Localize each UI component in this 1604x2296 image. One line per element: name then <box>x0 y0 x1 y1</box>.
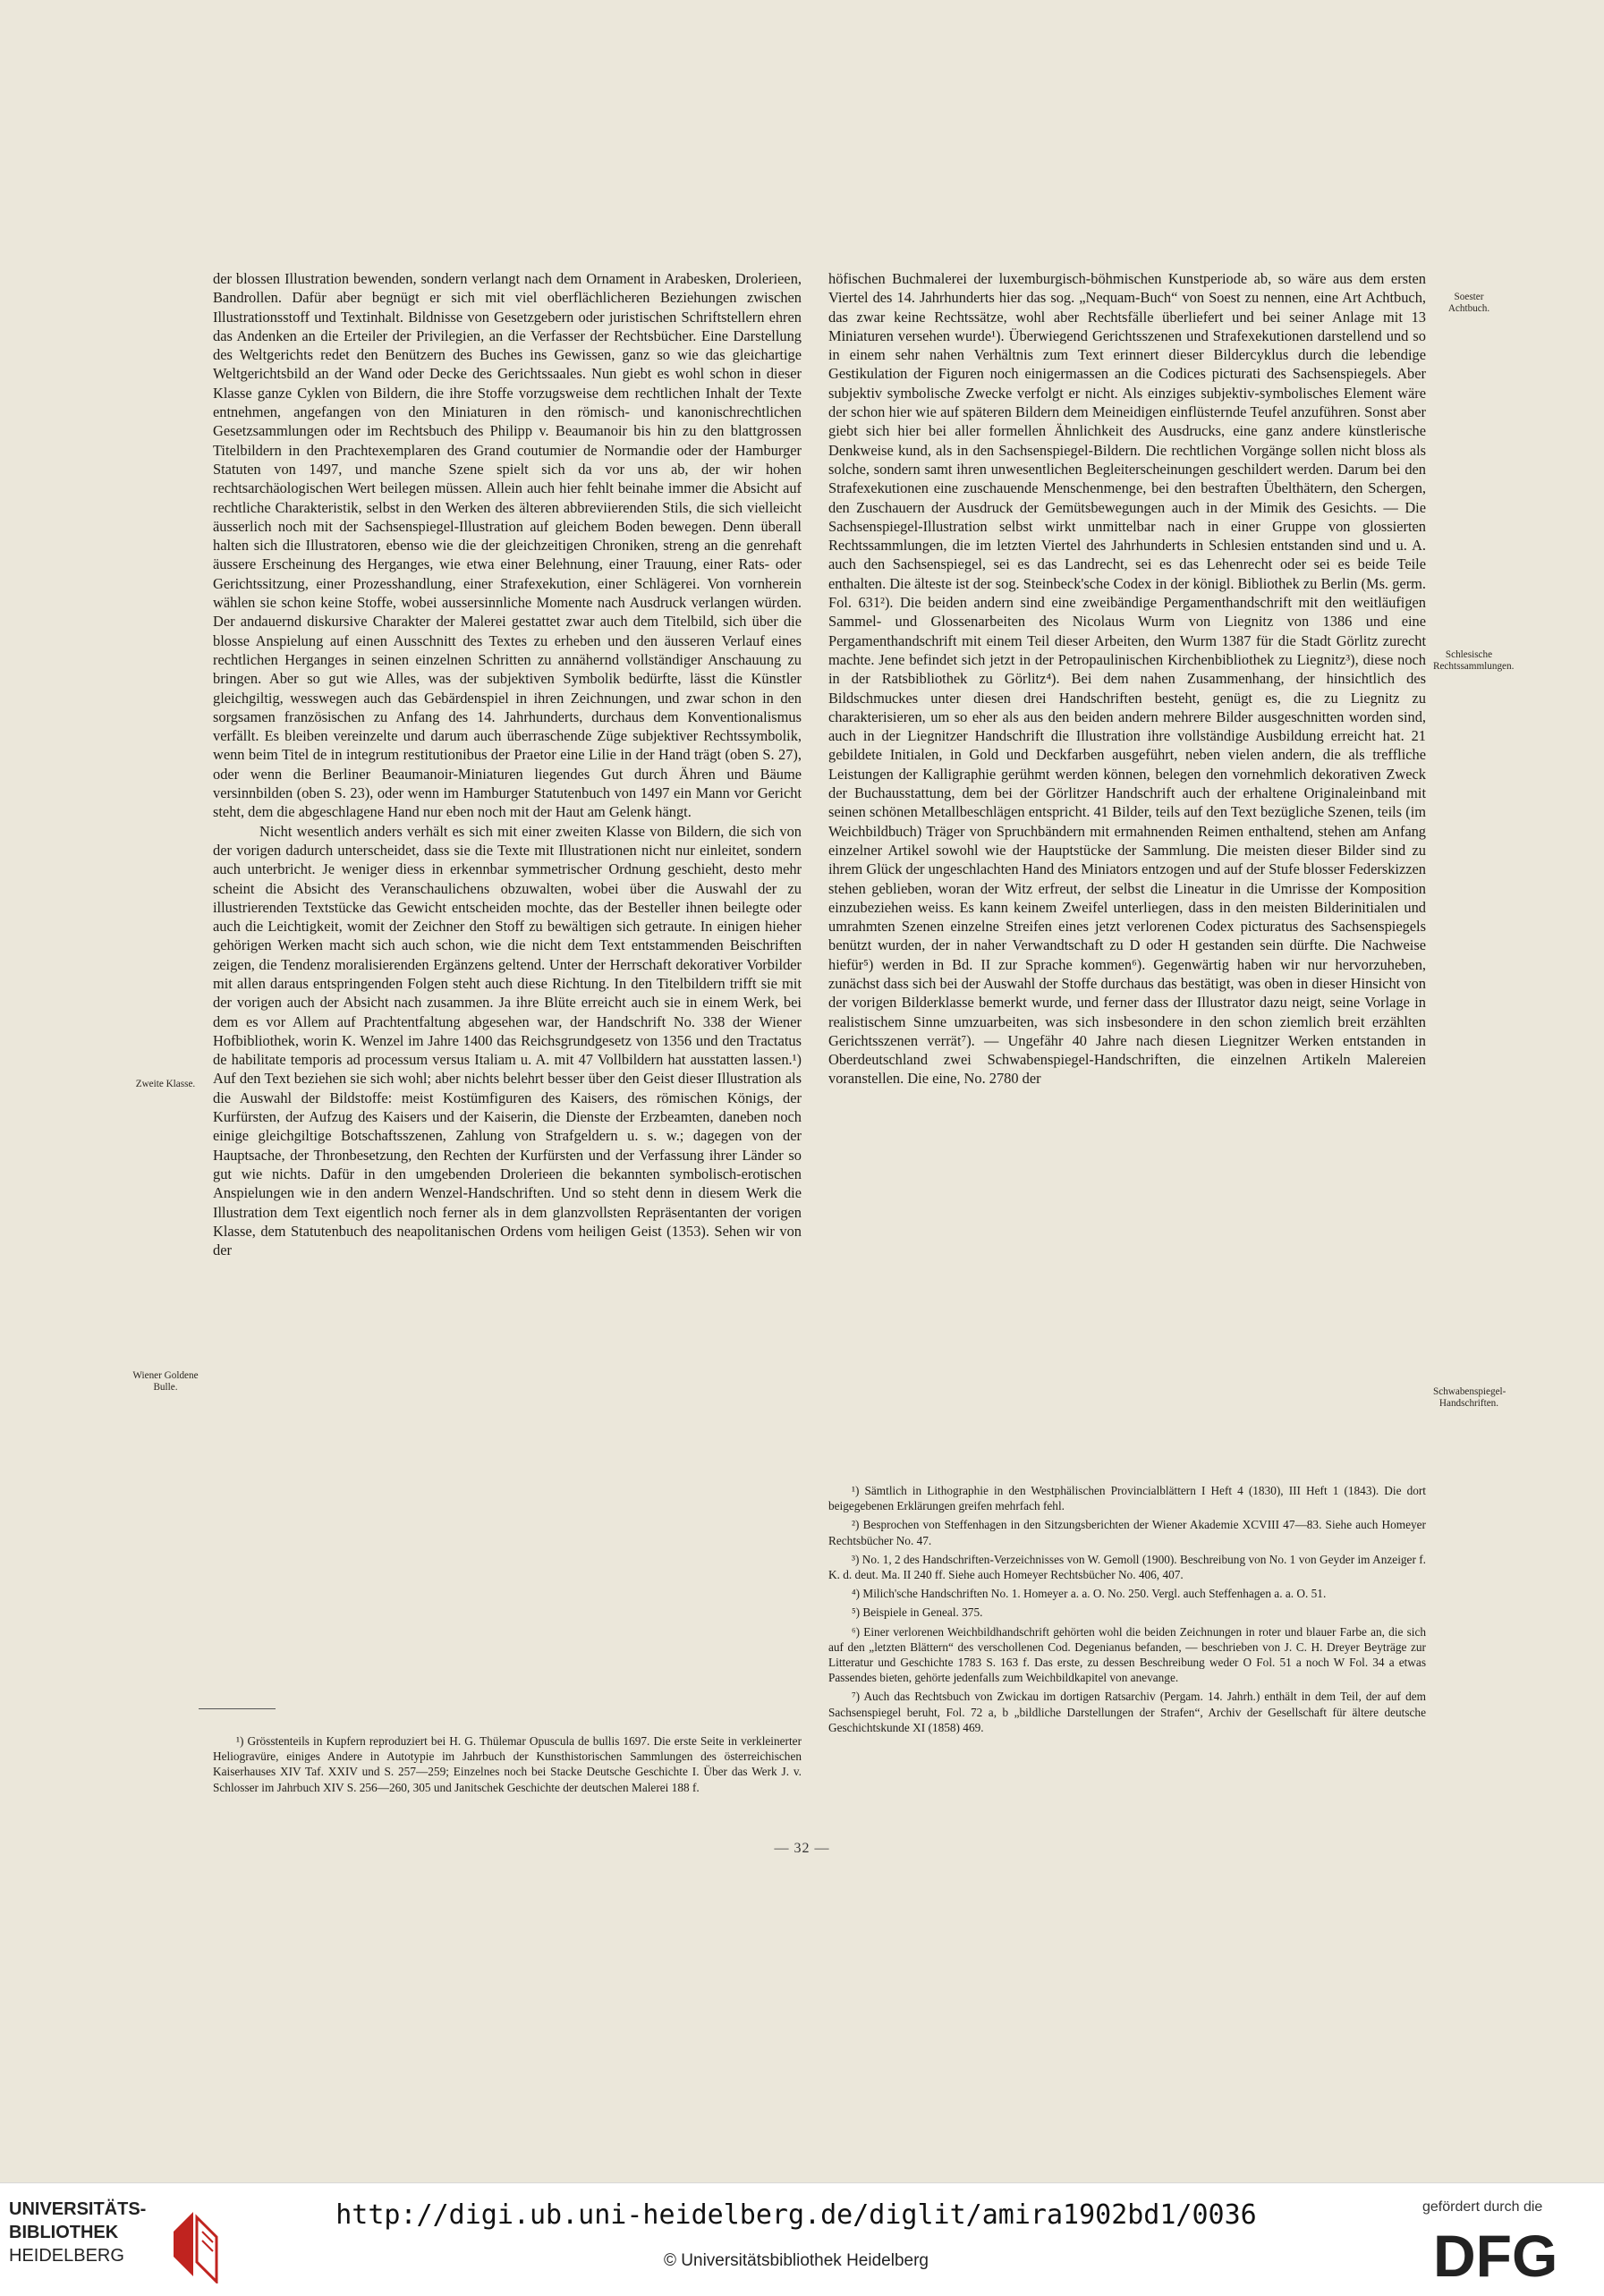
copyright-notice: © Universitätsbibliothek Heidelberg <box>664 2251 929 2270</box>
footnote: ¹) Sämtlich in Lithographie in den Westphälischen Provincialblättern I Heft 4 (1830), III Heft 1 (1843). Die dort beigegebenen Erklärungen greifen mehrfach fehl. <box>828 1484 1426 1513</box>
left-text-column <box>213 269 802 1259</box>
library-name-line3: HEIDELBERG <box>9 2246 124 2266</box>
margin-note-soester-achtbuch: Soester Achtbuch. <box>1447 292 1490 314</box>
footnote: ²) Besprochen von Steffenhagen in den Sitzungsberichten der Wiener Akademie XCVIII 47—83. Siehe auch Homeyer Rechtsbücher No. 47. <box>828 1518 1426 1547</box>
footnote: ⁴) Milich'sche Handschriften No. 1. Homeyer a. a. O. No. 250. Vergl. auch Steffenhagen a. a. O. 51. <box>852 1587 1327 1601</box>
paragraph: höfischen Buchmalerei der luxemburgisch-böhmischen Kunstperiode ab, so wäre aus dem ersten Viertel des 14. Jahrhunderts hier das sog. „Nequam-Buch“ von Soest zu nennen, eine Art Achtbuch, das zwar keine Rechtssätze, wohl aber Rechtsfälle überliefert und bei seiner Anlage mit 13 Miniaturen versehen wurde¹). Überwiegend Gerichtsszenen und Strafexekutionen darstellend und so in einem sehr nahen Verhältnis zum Text erinnert dieser Bildercyklus durch die lebendige Gestikulation der Figuren noch einigermassen an die Codices picturati des Sachsenspiegels. Aber subjektiv symbolische Zwecke verfolgt er nicht. Als einziges subjektiv-symbolisches Element wäre der schon hier wie auf späteren Bildern dem Meineidigen einflüsternde Teufel anzuführen. Sonst aber giebt sich hier bei aller formellen Ähnlichkeit des Ausdrucks, eine ganz andere künstlerische Denkweise kund, als in den Sachsenspiegel-Bildern. Die rechtlichen Vorgänge sollen nicht bloss als solche, sondern samt ihren unwesentlichen Begleiterscheinungen geschildert werden. Darum bei den Strafexekutionen eine zuschauende Menschenmenge, bei den bestraften Übelthätern, den Schergen, den Zuschauern der Ausdruck der Gemütsbewegungen auch in der Mimik des Gesichts. — Die Sachsenspiegel-Illustration selbst wirkt unmittelbar nach in einer Gruppe von glossierten Rechtssammlungen, die im letzten Viertel des Jahrhunderts in Schlesien entstanden sind und u. A. auch den Sachsenspiegel, sei es das Landrecht, sei es das Lehenrecht oder sei es beide Teile enthalten. Die älteste ist der sog. Steinbeck'sche Codex in der königl. Bibliothek zu Berlin (Ms. germ. Fol. 631²). Die beiden andern sind eine zweibändige Pergamenthandschrift mit den weitläufigen Sammel- und Glossenarbeiten des Nicolaus Wurm von Liegnitz von 1386 und eine Pergamenthandschrift mit einem Teil dieser Arbeiten, den Wurm 1387 für die Stadt Görlitz zurecht machte. Jene befindet sich jetzt in der Petropaulinischen Kirchenbibliothek zu Liegnitz³), diese noch in der Ratsbibliothek zu Görlitz⁴). Bei dem nahen Zusammenhang, der hinsichtlich des Bildschmuckes unter diesen drei Handschriften besteht, genügt es, die zu Liegnitz zu charakterisieren, um so eher als aus den beiden andern mehrere Bilder ausgeschnitten worden sind, auch in der Liegnitzer Handschrift die Illustration ihre vollständige Ausbildung erreicht hat. 21 gebildete Initialen, in Gold und Deckfarben ausgeführt, neben vielen andern, die als treffliche Leistungen der Kalligraphie gerühmt werden können, belegen den vornehmlich dekorativen Zweck der Buchausstattung, dem bei der Görlitzer Handschrift auch der erhaltene Originaleinband mit seinen schönen Metallbeschlägen entspricht. 41 Bilder, teils auf den Text bezügliche Szenen, teils (im Weichbildbuch) Träger von Spruchbändern mit ermahnenden Reimen enthaltend, stehen am Anfang einzelner Artikel sowohl wie der Hauptstücke der Sammlung. Die meisten dieser Bilder sind zu ihrem Glück der ungeschlachten Hand des Miniators entzogen und auf der Stufe blosser Federskizzen stehen geblieben, woran der Witz erfreut, der selbst die Lineatur in die Umrisse der Komposition einzubeziehen weiss. Es kann keinem Zweifel unterliegen, dass in den meisten Bilderinitialen und umrahmten Szenen einzelne Streifen eines jetzt verlorenen Codex picturatus des Sachsenspiegels benützt wurden, der in naher Verwandtschaft zu D oder H gestanden sein dürfte. Die Nachweise hiefür⁵) werden in Bd. II zur Sprache kommen⁶). Gegenwärtig haben wir nur hervorzuheben, zunächst dass sich bei der Auswahl der Stoffe durchaus das bestätigt, was oben in dieser Hinsicht von der vorigen Bilderklasse bemerkt wurde, und ferner dass der Illustrator dazu neigt, seine Vorlage in realistischem Sinne umzuarbeiten, was sich insbesondere in den schon ziemlich breit erzählten Gerichtsszenen verrät⁷). — Ungefähr 40 Jahre nach diesen Liegnitzer Werken entstanden in Oberdeutschland zwei Schwabenspiegel-Handschriften, die einzelnen Artikeln Malereien voranstellen. Die eine, No. 2780 der <box>828 270 1426 1088</box>
funded-by-label: gefördert durch die <box>1422 2199 1543 2215</box>
footnote: ¹) Grösstenteils in Kupfern reproduziert bei H. G. Thülemar Opuscula de bullis 1697. Die erste Seite in verkleinerter Heliogravüre, einiges Andere in Autotypie im Jahrbuch der Kunsthistorischen Sammlungen des österreichischen Kaiserhauses XIV Taf. XXIV und S. 257—259; Einzelnes noch bei Stacke Deutsche Geschichte I. Über das Werk J. v. Schlosser im Jahrbuch XIV S. 256—260, 305 und Janitschek Geschichte der deutschen Malerei 188 f. <box>213 1734 802 1794</box>
library-name-line1: UNIVERSITÄTS- <box>9 2199 147 2219</box>
margin-note-zweite-klasse: Zweite Klasse. <box>135 1079 196 1089</box>
paragraph: Nicht wesentlich anders verhält es sich mit einer zweiten Klasse von Bildern, die sich von der vorigen dadurch unterscheidet, dass sie die Texte mit Illustrationen nicht nur einleitet, sondern auch unterbricht. Je weniger diess in erkennbar symmetrischer Ordnung geschieht, desto mehr scheint die Absicht des Veranschaulichens obzuwalten, wobei über die Auswahl der zu illustrierenden Textstücke das Gewicht entscheiden mochte, das der Besteller ihnen beilegte oder auch die Leichtigkeit, womit der Zeichner den Stoff zu bewältigen sich getraute. In einigen hieher gehörigen Werken macht sich auch schon, wie die nicht dem Text entstammenden Beischriften zeigen, die Tendenz moralisierenden Ergänzens geltend. Unter der Herrschaft dekorativer Vorbilder mit allen daraus entspringenden Folgen steht auch diese Richtung. In den Titelbildern trifft sie mit der vorigen auch der Absicht nach zusammen. Ja ihre Blüte erreicht auch sie in einem Werk, bei dem es vor Allem auf Prachtentfaltung abgesehen war, der Handschrift No. 338 der Wiener Hofbibliothek, worin K. Wenzel im Jahre 1400 das Reichsgrundgesetz von 1356 und den Tractatus de habilitate temporis ad processum versus Italiam u. A. mit 47 Vollbildern hat ausstatten lassen.¹) Auf den Text beziehen sie sich wohl; aber nichts belehrt besser über den Geist dieser Illustration als die Auswahl der Bildstoffe: meist Kostümfiguren des Kaisers, des römischen Königs, der Kurfürsten, der Aufzug des Kaisers und der Kaiserin, die Dienste der Erzbeamten, daneben noch einige gleichgiltige Botschaftsszenen, Zahlung von Strafgeldern u. s. w.; dagegen von der Hauptsache, der Thronbesetzung, den Rechten der Kurfürsten und der Verfassung ihrer Länder so gut wie nichts. Dafür in den umgebenden Drolerieen die bekannten symbolisch-erotischen Anspielungen wie in den andern Wenzel-Handschriften. Und so steht denn in diesem Werk die Illustration dem Text eigentlich noch ferner als in dem glanzvollsten Repräsentanten der vorigen Klasse, dem Statutenbuch des neapolitanischen Ordens vom heiligen Geist (1353). Sehen wir von der <box>213 822 802 1259</box>
footnote: ⁵) Beispiele in Geneal. 375. <box>852 1606 983 1620</box>
document-url-link[interactable]: http://digi.ub.uni-heidelberg.de/diglit/amira1902bd1/0036 <box>335 2199 1257 2231</box>
footnote: ³) No. 1, 2 des Handschriften-Verzeichnisses von W. Gemoll (1900). Beschreibung von No. 1 von Geyder im Anzeiger f. K. d. deut. Ma. II 240 ff. Siehe auch Homeyer Rechtsbücher No. 406, 407. <box>828 1552 1426 1582</box>
library-emblem-icon <box>166 2205 234 2283</box>
dfg-logo-text: DFG <box>1433 2223 1558 2285</box>
page-number: — 32 — <box>774 1841 830 1856</box>
footnotes-left <box>213 1733 802 1799</box>
library-name-line2: BIBLIOTHEK <box>9 2223 119 2242</box>
footnote: ⁷) Auch das Rechtsbuch von Zwickau im dortigen Ratsarchiv (Pergam. 14. Jahrh.) enthält in dem Teil, der auf dem Sachsenspiegel beruht, Fol. 72 a, b „bildliche Darstellungen der Strafen“, Archiv der Gesellschaft für ältere deutsche Geschichtskunde XI (1858) 469. <box>828 1690 1426 1734</box>
right-text-column <box>828 269 1426 1089</box>
library-logo[interactable] <box>9 2196 233 2285</box>
margin-note-schwabenspiegel: Schwabenspiegel-Handschriften. <box>1433 1386 1506 1409</box>
footnote-rule <box>199 1708 276 1709</box>
paragraph: der blossen Illustration bewenden, sondern verlangt nach dem Ornament in Arabesken, Drolerieen, Bandrollen. Dafür aber begnügt er sich mit viel oberflächlicheren Beziehungen zwischen Illustrationsstoff und Textinhalt. Bildnisse von Gesetzgebern oder juristischen Schriftstellern ehren das Andenken an die Erteiler der Privilegien, an die Verfasser der Rechtsbücher. Eine Darstellung des Weltgerichts redet den Benützern des Buches ins Gewissen, ganz so wie das gleichartige Weltgerichtsbild an der Wand oder Decke des Gerichtssaales. Nun giebt es wohl schon in dieser Klasse ganze Cyklen von Bildern, die ihre Stoffe vorzugsweise dem rechtlichen Inhalt der Texte entnehmen, angefangen von den Miniaturen in den römisch- und kanonischrechtlichen Gesetzsammlungen oder im Rechtsbuch des Philipp v. Beaumanoir bis hin zu den blattgrossen Titelbildern in den Prachtexemplaren des Grand coutumier de Normandie oder der Hamburger Statuten von 1497, und manche Szene spielt sich da vor uns ab, der wir hohen rechtsarchäologischen Wert beilegen müssen. Allein auch hier fehlt beinahe immer die Absicht auf rechtliche Charakteristik, selbst in den Werken des älteren abbreviierenden Stils, die sich vielleicht äusserlich noch mit der Sachsenspiegel-Illustration auf gleichem Boden bewegen. Denn überall halten sich die Illustratoren, ebenso wie die der gleichzeitigen Chroniken, streng an die genrehaft äussere Erscheinung des Herganges, wie etwa einer Belehnung, einer Trauung, einer Rats- oder Gerichtssitzung, einer Prozesshandlung, einer Strafexekution, einer Schlägerei. Von vornherein wählen sie schon keine Stoffe, wobei aussersinnliche Momente nach Ausdruck verlangen würden. Der andauernd diskursive Charakter der Malerei gestattet zwar auch dem Titelbild, sich über die blosse Anspielung auf einen Ausschnitt des Textes zu erheben und den äusseren Verlauf eines rechtlichen Herganges in seinen einzelnen Schritten zu annähernd vollständiger Anschauung zu bringen. Aber so gut wie Alles, was der subjektiven Symbolik bedürfte, lässt die Künstler gleichgiltig, wesswegen auch das Gebärdenspiel in ihren Zeichnungen, und zwar schon in den sorgsamen französischen zu Anfang des 14. Jahrhunderts, durchaus dem Konventionalismus verfällt. Es bleiben vereinzelte und darum auch überraschende Züge subjektiver Rechtssymbolik, wenn beim Titel de in integrum restitutionibus der Praetor eine Lilie in der Hand trägt (oben S. 27), oder wenn die Berliner Beaumanoir-Miniaturen liegendes Gut durch Ähren und Bäume versinnbilden (oben S. 23), oder wenn im Hamburger Statutenbuch von 1497 ein Mann vor Gericht steht, dem die abgeschlagene Hand nur eben noch mit der Haut am Gelenk hängt. <box>213 270 802 821</box>
footer-bar <box>0 2182 1604 2296</box>
margin-note-schlesische: Schlesische Rechtssammlungen. <box>1433 649 1515 672</box>
footnote: ⁶) Einer verlorenen Weichbildhandschrift gehörten wohl die beiden Zeichnungen in roter und blauer Farbe an, die sich auf den „letzten Blättern“ des verschollenen Cod. Degenianus befanden, — beschrieben von J. C. H. Dreyer Beyträge zur Litteratur und Geschichte 1783 S. 163 f. Das erste, zu dessen Beschreibung weder O Fol. 51 a noch W Fol. 34 a etwas Passendes bieten, gehörte jedenfalls zum Weichbildkapitel von anevange. <box>828 1624 1426 1685</box>
margin-note-wiener-bulle: Wiener Goldene Bulle. <box>132 1370 199 1393</box>
dfg-logo-icon[interactable] <box>1430 2221 1574 2285</box>
footnotes-right <box>828 1483 1426 1739</box>
